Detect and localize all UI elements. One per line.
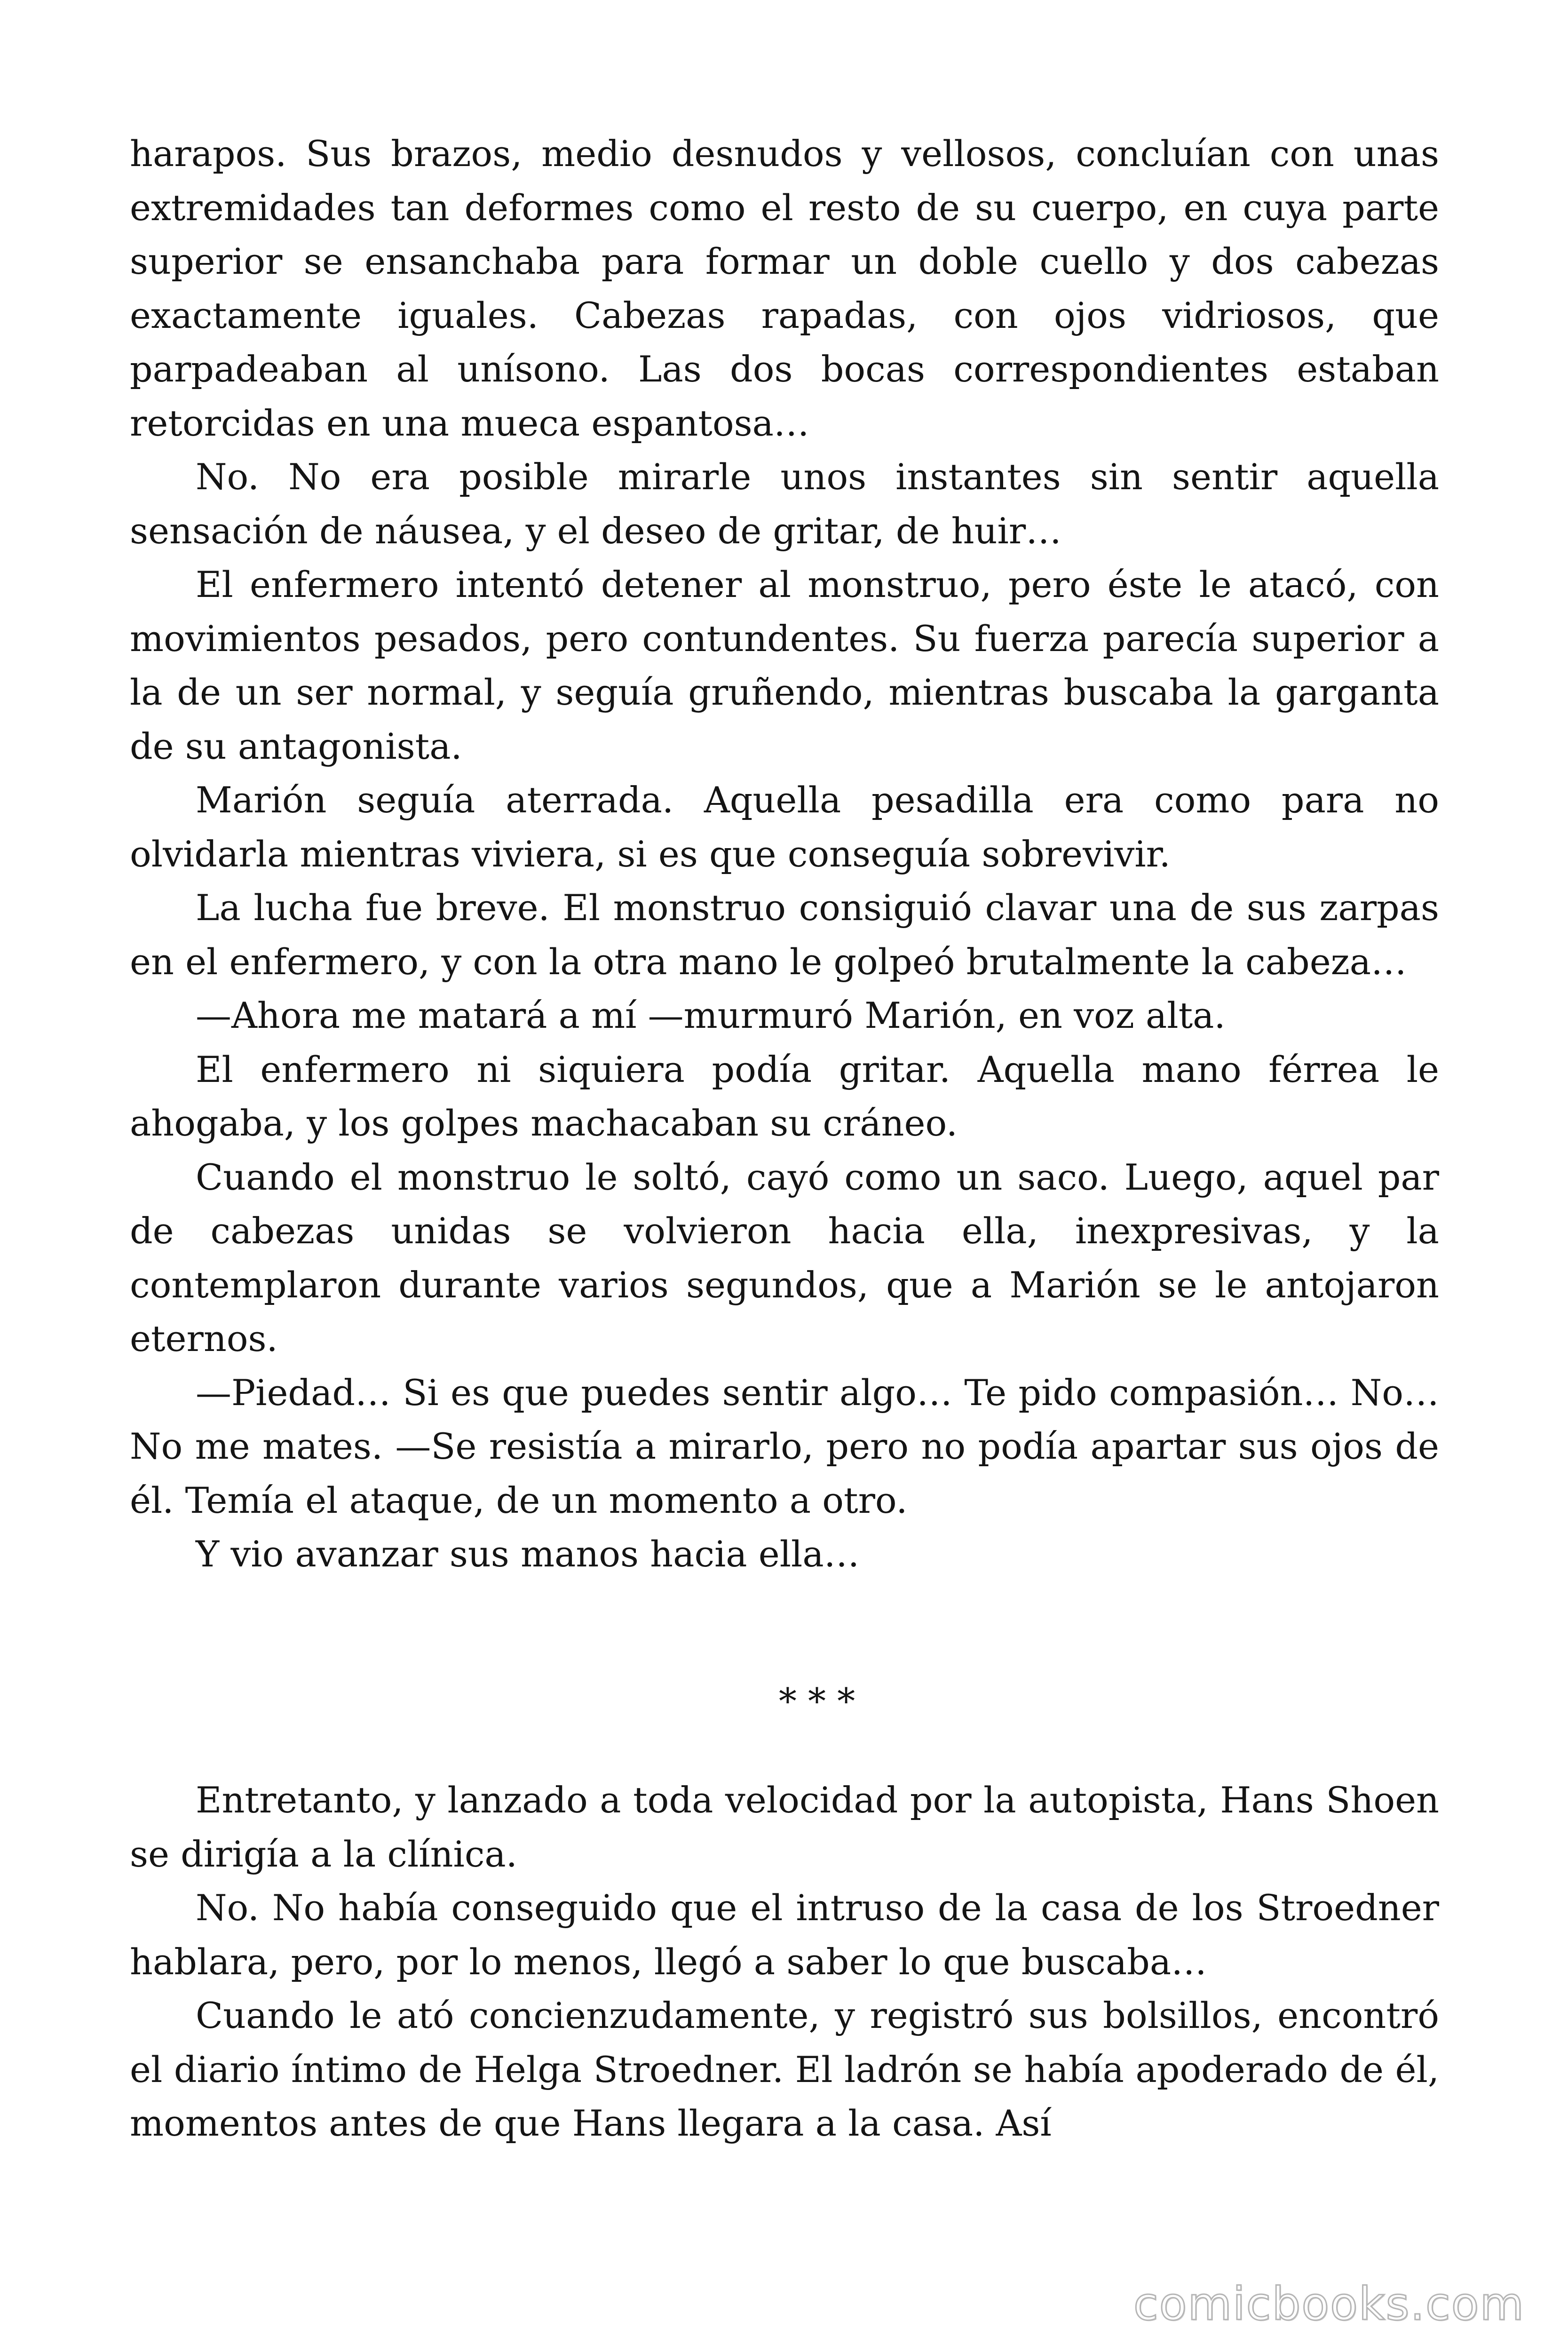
paragraph: Cuando le ató concienzudamente, y registró sus bolsillos, encontró el diario íntimo de Helga Stroedner. El ladrón se había apoderado de él, momentos antes de que Hans llegara a la casa. Así [130, 1994, 1439, 2144]
text-block-before-break [130, 127, 1439, 1581]
paragraph: Cuando el monstruo le soltó, cayó como un saco. Luego, aquel par de cabezas unidas se volvieron hacia ella, inexpresivas, y la contemplaron durante varios segundos, que a Marión se le antojaron eternos. [130, 1156, 1439, 1359]
paragraph: No. No había conseguido que el intruso de la casa de los Stroedner hablara, pero, por lo menos, llegó a saber lo que buscaba… [130, 1887, 1439, 1983]
paragraph: No. No era posible mirarle unos instantes sin sentir aquella sensación de náusea, y el deseo de gritar, de huir… [130, 456, 1439, 552]
text-block-after-break [130, 1773, 1439, 2151]
paragraph: El enfermero intentó detener al monstruo, pero éste le atacó, con movimientos pesados, pero contundentes. Su fuerza parecía superior a la de un ser normal, y seguía gruñendo, mientras buscaba la garganta de su antagonista. [130, 564, 1439, 767]
section-break: * * * [778, 1680, 855, 1722]
paragraph: El enfermero ni siquiera podía gritar. Aquella mano férrea le ahogaba, y los golpes machacaban su cráneo. [130, 1048, 1439, 1144]
paragraph: Y vio avanzar sus manos hacia ella… [196, 1533, 860, 1575]
paragraph: La lucha fue breve. El monstruo consiguió clavar una de sus zarpas en el enfermero, y con la otra mano le golpeó brutalmente la cabeza… [130, 887, 1439, 983]
paragraph: Marión seguía aterrada. Aquella pesadilla era como para no olvidarla mientras viviera, si es que conseguía sobrevivir. [130, 779, 1439, 875]
paragraph: Entretanto, y lanzado a toda velocidad por la autopista, Hans Shoen se dirigía a la clínica. [130, 1779, 1439, 1875]
dialogue-paragraph: —Ahora me matará a mí —murmuró Marión, en voz alta. [196, 994, 1226, 1036]
dialogue-paragraph: —Piedad… Si es que puedes sentir algo… Te pido compasión… No… No me mates. —Se resistía a mirarlo, pero no podía apartar sus ojos de él. Temía el ataque, de un momento a otro. [130, 1371, 1439, 1521]
watermark: comicbooks.com [1133, 2278, 1525, 2330]
paragraph-continuation: harapos. Sus brazos, medio desnudos y vellosos, concluían con unas extremidades tan deformes como el resto de su cuerpo, en cuya parte superior se ensanchaba para formar un doble cuello y dos cabezas exactamente iguales. Cabezas rapadas, con ojos vidriosos, que parpadeaban al unísono. Las dos bocas correspondientes estaban retorcidas en una mueca espantosa… [130, 133, 1439, 444]
